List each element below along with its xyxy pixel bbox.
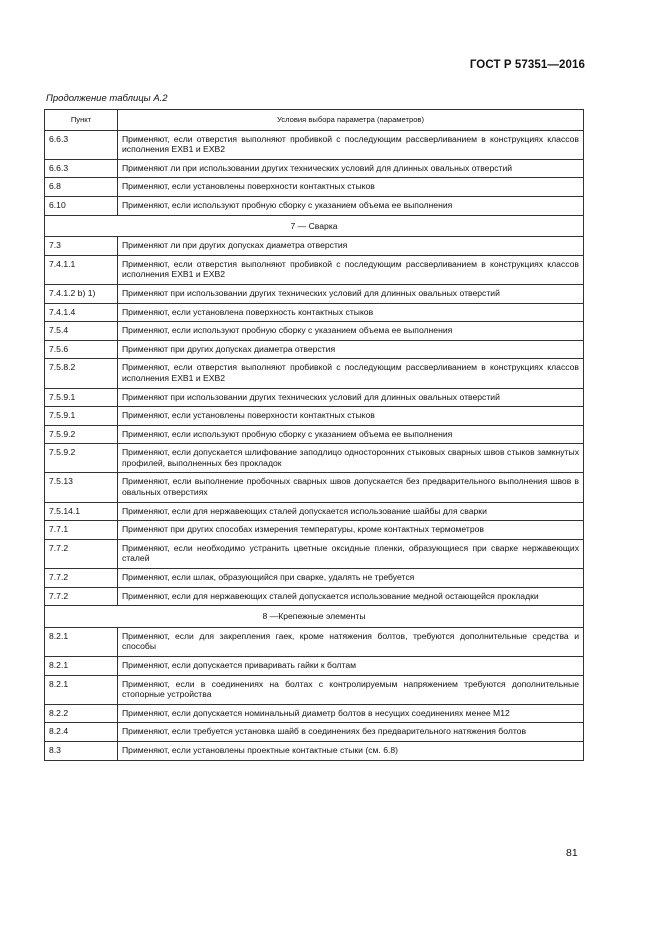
table-row [45,130,584,159]
clause-cell: 8.2.1 [45,627,118,656]
table-row [45,407,584,426]
condition-cell: Применяют, если установлены поверхности контактных стыков [118,407,584,426]
section-header-row [45,215,584,237]
table-row [45,322,584,341]
condition-cell: Применяют, если необходимо устранить цветные оксидные пленки, образующиеся при сварке нержавеющих сталей [118,539,584,568]
table-row [45,284,584,303]
condition-cell: Применяют, если отверстия выполняют пробивкой с последующим рассверливанием в конструкциях классов исполнения EXB1 и EXB2 [118,130,584,159]
table-row [45,444,584,473]
table-row [45,388,584,407]
clause-cell: 7.7.1 [45,521,118,540]
table-row [45,196,584,215]
table-row [45,723,584,742]
condition-cell: Применяют, если шлак, образующийся при сварке, удалять не требуется [118,569,584,588]
condition-cell: Применяют при использовании других технических условий для длинных овальных отверстий [118,284,584,303]
condition-cell: Применяют ли при других допусках диаметра отверстия [118,237,584,256]
clause-cell: 7.5.4 [45,322,118,341]
document-header-standard: ГОСТ Р 57351—2016 [469,59,585,71]
table-row [45,627,584,656]
condition-cell: Применяют, если для нержавеющих сталей допускается использование шайбы для сварки [118,502,584,521]
clause-cell: 6.8 [45,178,118,197]
condition-cell: Применяют, если установлены поверхности контактных стыков [118,178,584,197]
clause-cell: 6.6.3 [45,159,118,178]
clause-cell: 6.6.3 [45,130,118,159]
table-row [45,159,584,178]
condition-cell: Применяют, если отверстия выполняют пробивкой с последующим рассверливанием в конструкциях классов исполнения EXB1 и EXB2 [118,255,584,284]
condition-cell: Применяют при использовании других технических условий для длинных овальных отверстий [118,388,584,407]
section-title: 8 —Крепежные элементы [45,606,584,628]
clause-cell: 7.7.2 [45,587,118,606]
condition-cell: Применяют при других способах измерения температуры, кроме контактных термометров [118,521,584,540]
table-row [45,521,584,540]
clause-cell: 7.5.8.2 [45,359,118,388]
clause-cell: 7.5.9.2 [45,444,118,473]
condition-cell: Применяют, если для закрепления гаек, кроме натяжения болтов, требуются дополнительные средства и способы [118,627,584,656]
clause-cell: 7.4.1.1 [45,255,118,284]
condition-cell: Применяют, если установлена поверхность контактных стыков [118,303,584,322]
condition-cell: Применяют, если требуется установка шайб в соединениях без предварительного натяжения болтов [118,723,584,742]
condition-cell: Применяют, если в соединениях на болтах с контролируемым напряжением требуются дополнительные стопорные устройства [118,675,584,704]
condition-cell: Применяют при других допусках диаметра отверстия [118,340,584,359]
table-row [45,502,584,521]
condition-cell: Применяют ли при использовании других технических условий для длинных овальных отверстий [118,159,584,178]
column-header-clause: Пункт [45,110,118,131]
page-number: 81 [566,847,578,859]
table-row [45,539,584,568]
condition-cell: Применяют, если используют пробную сборку с указанием объема ее выполнения [118,196,584,215]
table-row [45,569,584,588]
table-row [45,473,584,502]
condition-cell: Применяют, если допускается шлифование заподлицо односторонних стыковых сварных швов стыков замкнутых профилей, выполненных без прокладок [118,444,584,473]
clause-cell: 8.2.4 [45,723,118,742]
table-row [45,359,584,388]
column-header-condition: Условия выбора параметра (параметров) [118,110,584,131]
condition-cell: Применяют, если используют пробную сборку с указанием объема ее выполнения [118,322,584,341]
table-row [45,675,584,704]
clause-cell: 7.4.1.2 b) 1) [45,284,118,303]
clause-cell: 7.5.9.2 [45,425,118,444]
condition-cell: Применяют, если установлены проектные контактные стыки (см. 6.8) [118,741,584,760]
section-header-row [45,606,584,628]
table-row [45,704,584,723]
clause-cell: 7.7.2 [45,539,118,568]
condition-cell: Применяют, если для нержавеющих сталей допускается использование медной остающейся прокладки [118,587,584,606]
table-caption: Продолжение таблицы А.2 [46,93,168,104]
table-body [45,130,584,760]
condition-cell: Применяют, если выполнение пробочных сварных швов допускается без предварительного выполнения швов в овальных отверстиях [118,473,584,502]
condition-cell: Применяют, если отверстия выполняют пробивкой с последующим рассверливанием в конструкциях классов исполнения EXB1 и EXB2 [118,359,584,388]
clause-cell: 8.2.2 [45,704,118,723]
clause-cell: 7.5.6 [45,340,118,359]
table-row [45,657,584,676]
table-row [45,587,584,606]
table-row [45,340,584,359]
table-row [45,303,584,322]
table-row [45,178,584,197]
requirements-table [44,109,584,761]
table-header-row [45,110,584,131]
clause-cell: 7.4.1.4 [45,303,118,322]
clause-cell: 7.5.14.1 [45,502,118,521]
table-row [45,237,584,256]
table-row [45,425,584,444]
clause-cell: 7.3 [45,237,118,256]
table-row [45,255,584,284]
clause-cell: 8.3 [45,741,118,760]
clause-cell: 8.2.1 [45,657,118,676]
clause-cell: 7.5.13 [45,473,118,502]
clause-cell: 7.5.9.1 [45,388,118,407]
condition-cell: Применяют, если допускается номинальный диаметр болтов в несущих соединениях менее М12 [118,704,584,723]
clause-cell: 6.10 [45,196,118,215]
clause-cell: 8.2.1 [45,675,118,704]
condition-cell: Применяют, если допускается приваривать гайки к болтам [118,657,584,676]
clause-cell: 7.7.2 [45,569,118,588]
section-title: 7 — Сварка [45,215,584,237]
condition-cell: Применяют, если используют пробную сборку с указанием объема ее выполнения [118,425,584,444]
table-row [45,741,584,760]
clause-cell: 7.5.9.1 [45,407,118,426]
